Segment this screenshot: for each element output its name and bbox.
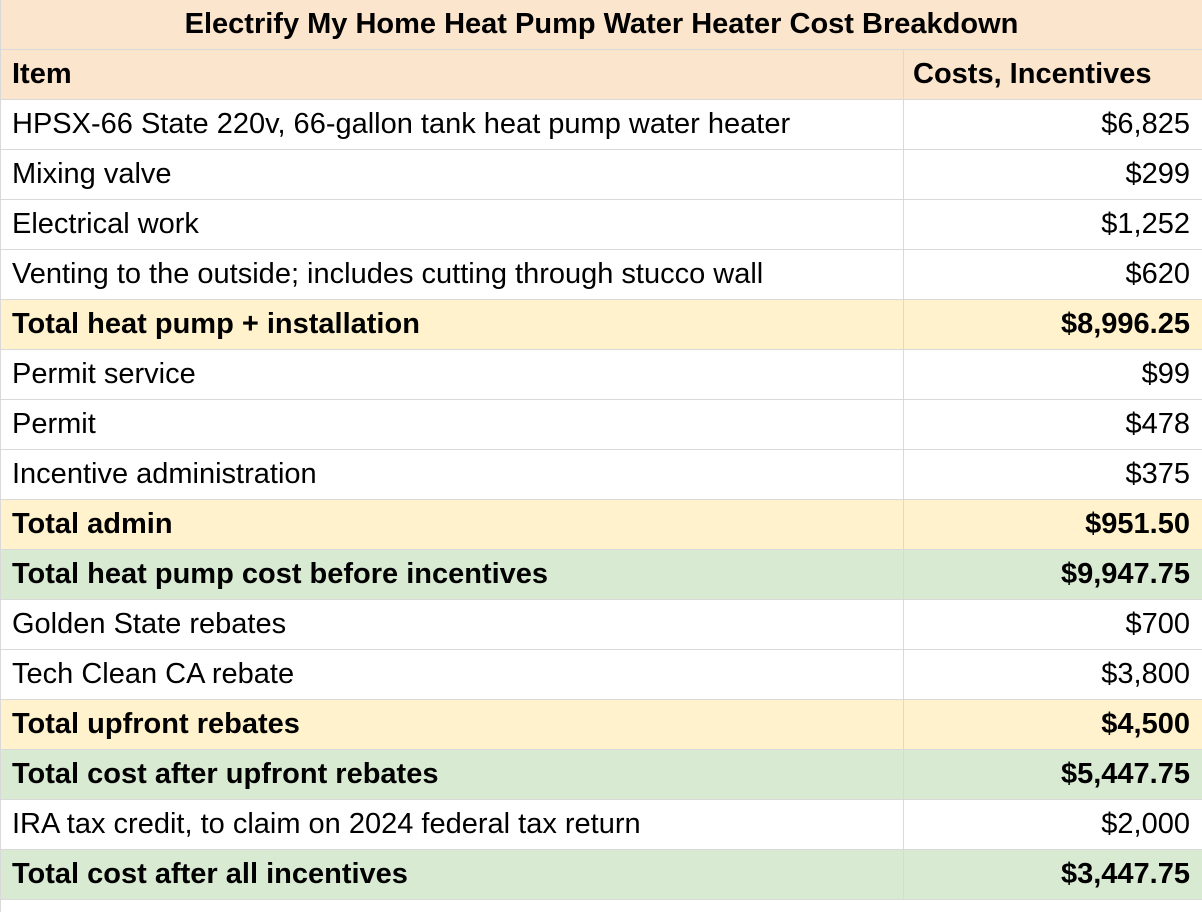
table-row: [1, 150, 1202, 200]
cost-cell[interactable]: $951.50: [1085, 508, 1190, 540]
cost-cell[interactable]: $375: [1125, 458, 1190, 490]
total-row: [1, 850, 1202, 900]
cost-cell[interactable]: $620: [1125, 258, 1190, 290]
cost-cell[interactable]: $3,447.75: [1060, 858, 1190, 890]
cost-cell[interactable]: $2,000: [1101, 808, 1190, 840]
cost-cell[interactable]: $9,947.75: [1060, 558, 1190, 590]
header-row: [1, 50, 1202, 100]
item-cell[interactable]: Golden State rebates: [1, 600, 904, 649]
item-cell[interactable]: Total heat pump + installation: [1, 300, 904, 349]
item-cell[interactable]: Permit: [1, 400, 904, 449]
subtotal-row: [1, 500, 1202, 550]
cost-cell[interactable]: $700: [1125, 608, 1190, 640]
item-cell[interactable]: Total cost after upfront rebates: [1, 750, 904, 799]
cost-cell[interactable]: $4,500: [1101, 708, 1190, 740]
cost-cell[interactable]: $478: [1125, 408, 1190, 440]
item-cell[interactable]: Tech Clean CA rebate: [1, 650, 904, 699]
header-cost[interactable]: Costs, Incentives: [913, 58, 1152, 90]
table-row: [1, 650, 1202, 700]
item-cell[interactable]: HPSX-66 State 220v, 66-gallon tank heat pump water heater: [1, 100, 904, 149]
cost-cell[interactable]: $3,800: [1101, 658, 1190, 690]
cost-cell[interactable]: $1,252: [1101, 208, 1190, 240]
cost-cell[interactable]: $299: [1125, 158, 1190, 190]
table-row: [1, 800, 1202, 850]
item-cell[interactable]: Total heat pump cost before incentives: [1, 550, 904, 599]
total-row: [1, 750, 1202, 800]
total-row: [1, 550, 1202, 600]
sheet-title-row[interactable]: [1, 0, 1202, 50]
table-row: [1, 100, 1202, 150]
header-item[interactable]: Item: [1, 50, 904, 99]
cost-cell[interactable]: $6,825: [1101, 108, 1190, 140]
item-cell[interactable]: Electrical work: [1, 200, 904, 249]
table-row: [1, 450, 1202, 500]
item-cell[interactable]: Total upfront rebates: [1, 700, 904, 749]
table-row: [1, 600, 1202, 650]
table-row: [1, 350, 1202, 400]
item-cell[interactable]: Venting to the outside; includes cutting through stucco wall: [1, 250, 904, 299]
subtotal-row: [1, 700, 1202, 750]
cost-cell[interactable]: $99: [1141, 358, 1190, 390]
cost-cell[interactable]: $8,996.25: [1060, 308, 1190, 340]
item-cell[interactable]: Mixing valve: [1, 150, 904, 199]
table-row: [1, 400, 1202, 450]
table-row: [1, 200, 1202, 250]
table-row: [1, 250, 1202, 300]
sheet-title: Electrify My Home Heat Pump Water Heater Cost Breakdown: [184, 8, 1019, 40]
item-cell[interactable]: Total admin: [1, 500, 904, 549]
item-cell[interactable]: IRA tax credit, to claim on 2024 federal tax return: [1, 800, 904, 849]
cost-cell[interactable]: $5,447.75: [1060, 758, 1190, 790]
subtotal-row: [1, 300, 1202, 350]
item-cell[interactable]: Permit service: [1, 350, 904, 399]
item-cell[interactable]: Incentive administration: [1, 450, 904, 499]
item-cell[interactable]: Total cost after all incentives: [1, 850, 904, 899]
